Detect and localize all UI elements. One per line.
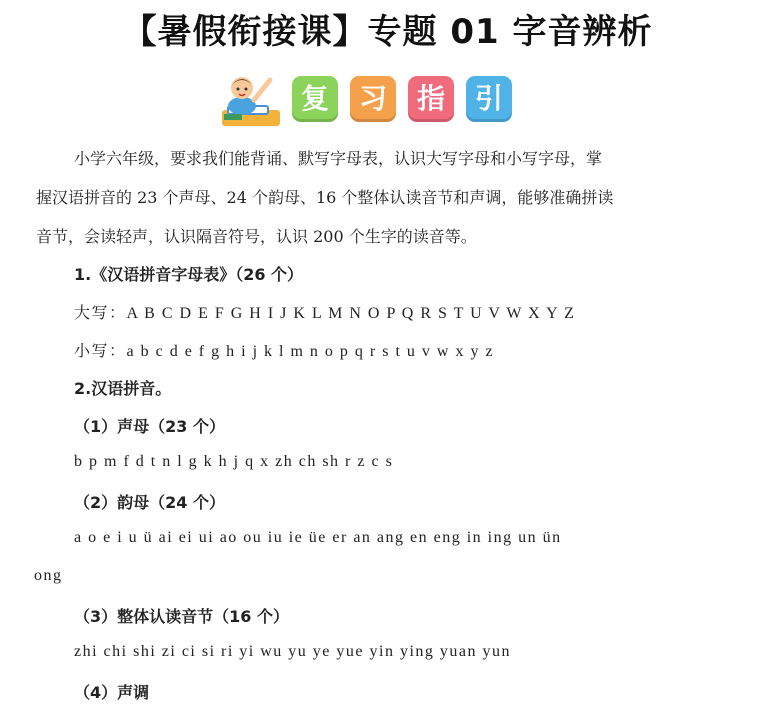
initials-heading: （1）声母（23 个）: [74, 417, 225, 436]
whole-syllables-list: zhi chi shi zi ci si ri yi wu yu ye yue yin ying yuan yun: [74, 643, 511, 660]
finals-list-continued: ong: [34, 567, 63, 584]
student-reading-icon: [218, 70, 284, 130]
finals-heading: （2）韵母（24 个）: [74, 493, 225, 512]
uppercase-alphabet: 大写：A B C D E F G H I J K L M N O P Q R S T U V W X Y Z: [74, 305, 576, 322]
section1-heading: 1.《汉语拼音字母表》（26 个）: [74, 265, 304, 284]
section2-heading: 2.汉语拼音。: [74, 379, 172, 398]
intro-line-2: 握汉语拼音的 23 个声母、24 个韵母、16 个整体认读音节和声调，能够准确拼读: [36, 188, 614, 207]
lowercase-alphabet: 小写：a b c d e f g h i j k l m n o p q r s t u v w x y z: [74, 343, 495, 360]
initials-list: b p m f d t n l g k h j q x zh ch sh r z c s: [74, 453, 394, 470]
page-title: 【暑假衔接课】专题 01 字音辨析: [122, 12, 653, 52]
review-tile-2: 习: [350, 76, 396, 122]
tones-heading: （4）声调: [74, 683, 150, 702]
review-tile-1: 复: [292, 76, 338, 122]
intro-line-1: 小学六年级，要求我们能背诵、默写字母表，认识大写字母和小写字母，掌: [74, 149, 603, 168]
finals-list: a o e i u ü ai ei ui ao ou iu ie üe er an ang en eng in ing un ün: [74, 529, 562, 546]
review-tile-4: 引: [466, 76, 512, 122]
whole-syllables-heading: （3）整体认读音节（16 个）: [74, 607, 289, 626]
intro-line-3: 音节，会读轻声，认识隔音符号，认识 200 个生字的读音等。: [36, 227, 477, 246]
review-tile-3: 指: [408, 76, 454, 122]
